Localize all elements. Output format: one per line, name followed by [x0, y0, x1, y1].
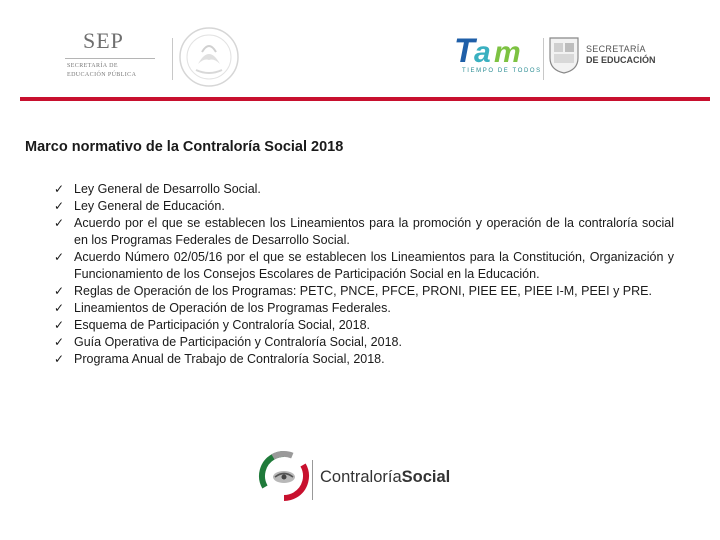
sep-subtitle-line1: SECRETARÍA DE [67, 63, 118, 69]
check-icon: ✓ [54, 250, 65, 264]
tam-logo-icon [454, 30, 544, 70]
secretaria-line2: DE EDUCACIÓN [586, 55, 656, 65]
header-divider-right [543, 38, 544, 80]
list-item-text: Programa Anual de Trabajo de Contraloría Social, 2018. [74, 352, 385, 366]
check-icon: ✓ [54, 182, 65, 196]
svg-text:T: T [454, 32, 475, 70]
list-item [54, 215, 674, 249]
mexico-seal-icon [178, 26, 240, 88]
list-item [54, 334, 674, 351]
check-icon: ✓ [54, 335, 65, 349]
sep-rule [65, 58, 155, 59]
list-item [54, 300, 674, 317]
tamaulipas-crest-icon [548, 36, 580, 74]
list-item [54, 351, 674, 368]
check-icon: ✓ [54, 301, 65, 315]
page-title: Marco normativo de la Contraloría Social 2018 [25, 139, 344, 155]
contraloria-social-logo-text [320, 468, 450, 487]
list-item-text: Lineamientos de Operación de los Programas Federales. [74, 301, 391, 315]
list-item [54, 317, 674, 334]
sep-logo [55, 28, 165, 86]
check-icon: ✓ [54, 352, 65, 366]
list-item-text: Acuerdo por el que se establecen los Lineamientos para la promoción y operación de la contraloría social en los Programas Federales de Desarrollo Social. [74, 216, 674, 247]
sep-wordmark: SEP [83, 28, 124, 53]
list-item-text: Reglas de Operación de los Programas: PETC, PNCE, PFCE, PRONI, PIEE EE, PIEE I-M, PEEI y PRE. [74, 284, 652, 298]
sep-subtitle-line2: EDUCACIÓN PÚBLICA [67, 72, 137, 78]
logo-text-regular: Contraloría [320, 468, 402, 486]
list-item-text: Esquema de Participación y Contraloría Social, 2018. [74, 318, 370, 332]
list-item-text: Guía Operativa de Participación y Contraloría Social, 2018. [74, 335, 402, 349]
list-item [54, 198, 674, 215]
normative-list [54, 181, 674, 368]
check-icon: ✓ [54, 284, 65, 298]
header [0, 0, 720, 100]
red-divider-bar [20, 97, 710, 101]
secretaria-line1: SECRETARÍA [586, 44, 646, 54]
list-item [54, 283, 674, 300]
check-icon: ✓ [54, 199, 65, 213]
list-item-text: Ley General de Desarrollo Social. [74, 182, 261, 196]
contraloria-social-emblem-icon [258, 450, 310, 502]
list-item [54, 181, 674, 198]
list-item [54, 249, 674, 283]
svg-text:m: m [494, 36, 521, 69]
tam-tagline: TIEMPO DE TODOS [462, 68, 542, 74]
check-icon: ✓ [54, 216, 65, 230]
header-divider [172, 38, 173, 80]
svg-text:a: a [474, 36, 491, 69]
list-item-text: Acuerdo Número 02/05/16 por el que se establecen los Lineamientos para la Constitución, Organización y Funcionamiento de los Consejos Escolares de Participación Social en la Educación. [74, 250, 674, 281]
list-item-text: Ley General de Educación. [74, 199, 225, 213]
logo-text-bold: Social [401, 468, 451, 486]
check-icon: ✓ [54, 318, 65, 332]
footer-logo-divider [312, 460, 313, 500]
